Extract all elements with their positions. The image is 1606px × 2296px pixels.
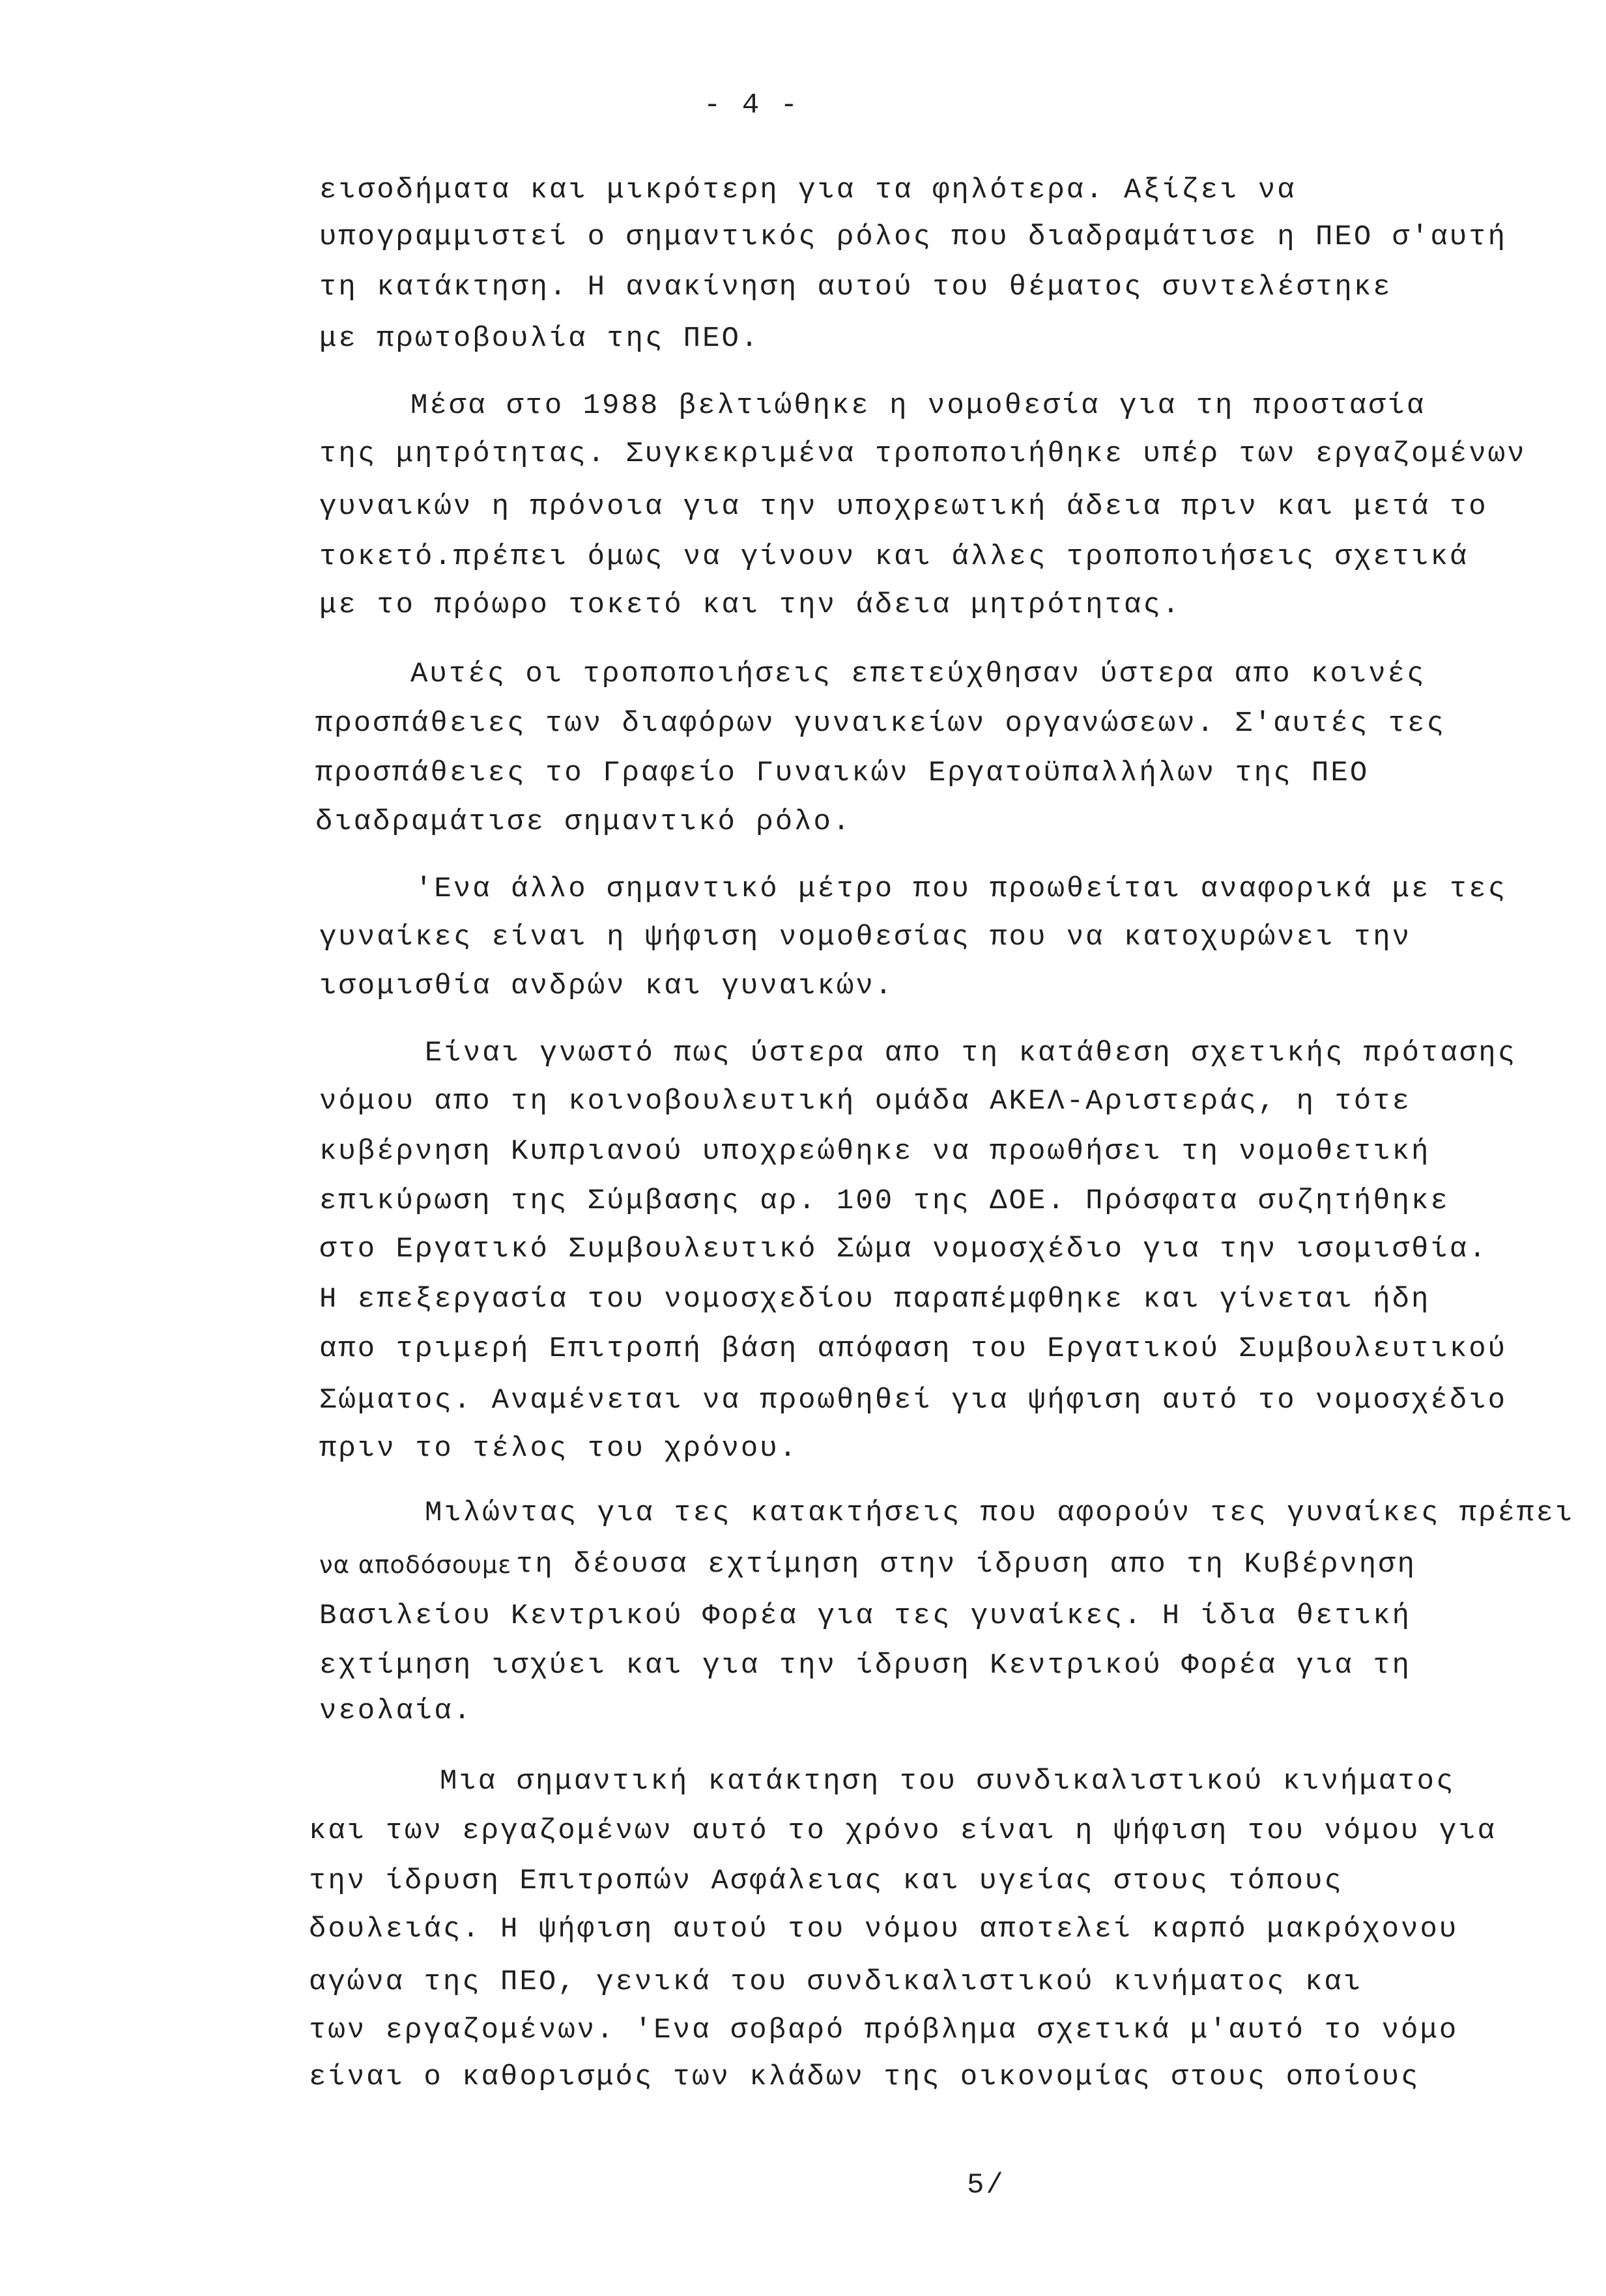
text-line: δουλειάς. Η ψήφιση αυτού του νόμου αποτελεί καρπό μακρόχονου xyxy=(309,1913,1459,1946)
text-line: προσπάθειες των διαφόρων γυναικείων οργανώσεων. Σ'αυτές τες xyxy=(315,707,1446,740)
text-line: πριν το τέλος του χρόνου. xyxy=(319,1432,799,1465)
text-line: της μητρότητας. Συγκεκριμένα τροποποιήθηκε υπέρ των εργαζομένων xyxy=(319,438,1527,470)
text-line: Σώματος. Αναμένεται να προωθηθεί για ψήφιση αυτό το νομοσχέδιο xyxy=(319,1384,1508,1417)
text-line: γυναίκες είναι η ψήφιση νομοθεσίας που να κατοχυρώνει την xyxy=(319,921,1412,954)
text-line: με το πρόωρο τοκετό και την άδεια μητρότητας. xyxy=(319,589,1182,621)
continuation-marker: 5/ xyxy=(967,2169,1005,2202)
text-line: επικύρωση της Σύμβασης αρ. 100 της ΔΟΕ. Πρόσφατα συζητήθηκε xyxy=(319,1185,1450,1217)
text-line: στο Εργατικό Συμβουλευτικό Σώμα νομοσχέδιο για την ισομισθία. xyxy=(319,1233,1488,1266)
text-line: 'Ενα άλλο σημαντικό μέτρο που προωθείται αναφορικά με τες xyxy=(415,873,1508,905)
text-line: αγώνα της ΠΕΟ, γενικά του συνδικαλιστικού κινήματος και xyxy=(309,1966,1363,1998)
text-line: Η επεξεργασία του νομοσχεδίου παραπέμφθηκε και γίνεται ήδη xyxy=(319,1283,1431,1316)
text-line: εχτίμηση ισχύει και για την ίδρυση Κεντρικού Φορέα για τη xyxy=(319,1649,1412,1682)
text-line: Μια σημαντική κατάκτηση του συνδικαλιστικού κινήματος xyxy=(440,1765,1455,1798)
text-line: με πρωτοβουλία της ΠΕΟ. xyxy=(319,322,760,355)
text-line: των εργαζομένων. 'Ενα σοβαρό πρόβλημα σχετικά μ'αυτό το νόμο xyxy=(309,2014,1459,2047)
text-line: γυναικών η πρόνοια για την υποχρεωτική άδεια πριν και μετά το xyxy=(319,490,1488,523)
text-line: την ίδρυση Επιτροπών Ασφάλειας και υγείας στους τόπους xyxy=(309,1865,1343,1897)
text-line: Βασιλείου Κεντρικού Φορέα για τες γυναίκες. Η ίδια θετική xyxy=(319,1600,1412,1632)
text-line: Είναι γνωστό πως ύστερα απο τη κατάθεση σχετικής πρότασης xyxy=(425,1037,1517,1070)
text-line: Μέσα στο 1988 βελτιώθηκε η νομοθεσία για τη προστασία xyxy=(410,390,1426,422)
text-line: εισοδήματα και μικρότερη για τα φηλότερα. Αξίζει να xyxy=(319,174,1297,206)
text-line: Μιλώντας για τες κατακτήσεις που αφορούν τες γυναίκες πρέπει xyxy=(425,1497,1575,1529)
text-line: διαδραμάτισε σημαντικό ρόλο. xyxy=(315,806,852,838)
text-line: και των εργαζομένων αυτό το χρόνο είναι η ψήφιση του νόμου για xyxy=(309,1815,1497,1847)
text-line: απο τριμερή Επιτροπή βάση απόφαση του Εργατικού Συμβουλευτικού xyxy=(319,1333,1508,1365)
text-line: νόμου απο τη κοινοβουλευτική ομάδα ΑΚΕΛ-Αριστεράς, η τότε xyxy=(319,1085,1412,1118)
page-number: - 4 - xyxy=(704,89,800,122)
text-line: κυβέρνηση Κυπριανού υποχρεώθηκε να προωθήσει τη νομοθετική xyxy=(319,1135,1431,1168)
text-line: προσπάθειες το Γραφείο Γυναικών Εργατοϋπαλλήλων της ΠΕΟ xyxy=(315,757,1369,789)
text-line: τη κατάκτηση. Η ανακίνηση αυτού του θέματος συντελέστηκε xyxy=(319,271,1392,304)
text-line: νεολαία. xyxy=(319,1695,473,1727)
text-line: Αυτές οι τροποποιήσεις επετεύχθησαν ύστερα απο κοινές xyxy=(410,658,1426,690)
handwritten-insertion: να αποδόσουμε xyxy=(319,1551,512,1579)
text-line: τοκετό.πρέπει όμως να γίνουν και άλλες τροποποιήσεις σχετικά xyxy=(319,541,1469,573)
text-line: υπογραμμιστεί ο σημαντικός ρόλος που διαδραμάτισε η ΠΕΟ σ'αυτή xyxy=(319,221,1508,253)
text-line: είναι ο καθορισμός των κλάδων της οικονομίας στους οποίους xyxy=(309,2061,1420,2093)
text-line: τη δέουσα εχτίμηση στην ίδρυση απο τη Κυβέρνηση xyxy=(516,1548,1417,1581)
text-line: ισομισθία ανδρών και γυναικών. xyxy=(319,970,895,1002)
